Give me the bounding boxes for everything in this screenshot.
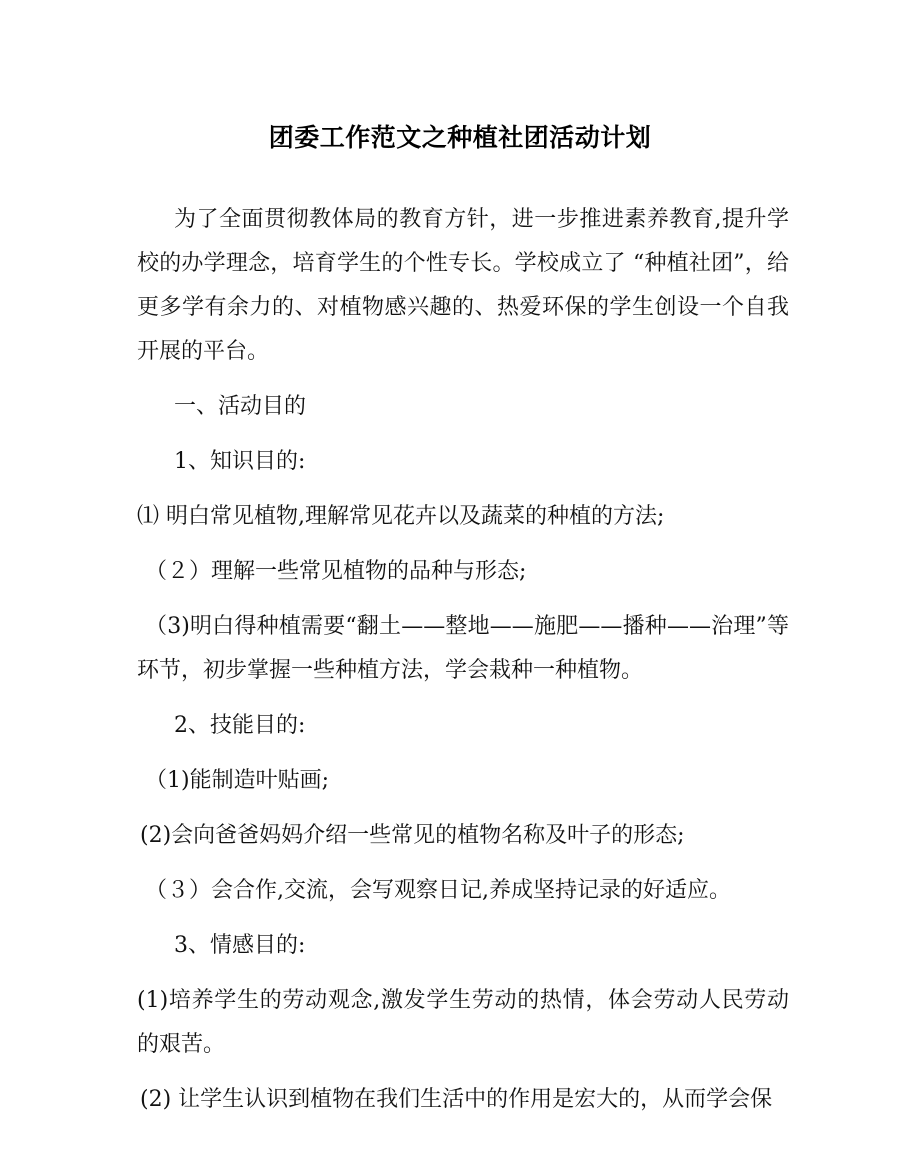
skills-item-3: （３）会合作,交流，会写观察日记,养成坚持记录的好适应。 (145, 878, 731, 903)
emotion-item-1: (1)培养学生的劳动观念,激发学生劳动的热情，体会劳动人民劳动的艰苦。 (137, 988, 789, 1057)
skills-item-2: (2)会向爸爸妈妈介绍一些常见的植物名称及叶子的形态; (140, 823, 685, 848)
emotion-item-2: (2) 让学生认识到植物在我们生活中的作用是宏大的，从而学会保 (140, 1087, 773, 1112)
subheading-skills: 2、技能目的: (174, 713, 306, 738)
knowledge-item-1: ⑴ 明白常见植物,理解常见花卉以及蔬菜的种植的方法; (137, 504, 665, 529)
intro-paragraph: 为了全面贯彻教体局的教育方针，进一步推进素养教育,提升学校的办学理念，培育学生的个性专长。学校成立了 “种植社团”，给更多学有余力的、对植物感兴趣的、热爱环保的学生创设一个自我开展的平台。 (137, 207, 789, 364)
knowledge-item-3: （3)明白得种植需要“翻土——整地——施肥——播种——治理”等环节，初步掌握一些种植方法，学会栽种一种植物。 (137, 614, 789, 683)
document-title: 团委工作范文之种植社团活动计划 (268, 123, 652, 152)
knowledge-item-2: （２）理解一些常见植物的品种与形态; (145, 559, 527, 584)
subheading-emotion: 3、情感目的: (174, 933, 306, 958)
section-heading-objectives: 一、活动目的 (174, 394, 307, 419)
skills-item-1: （1)能制造叶贴画; (145, 768, 329, 793)
subheading-knowledge: 1、知识目的: (174, 449, 306, 474)
document-body (137, 198, 789, 1122)
